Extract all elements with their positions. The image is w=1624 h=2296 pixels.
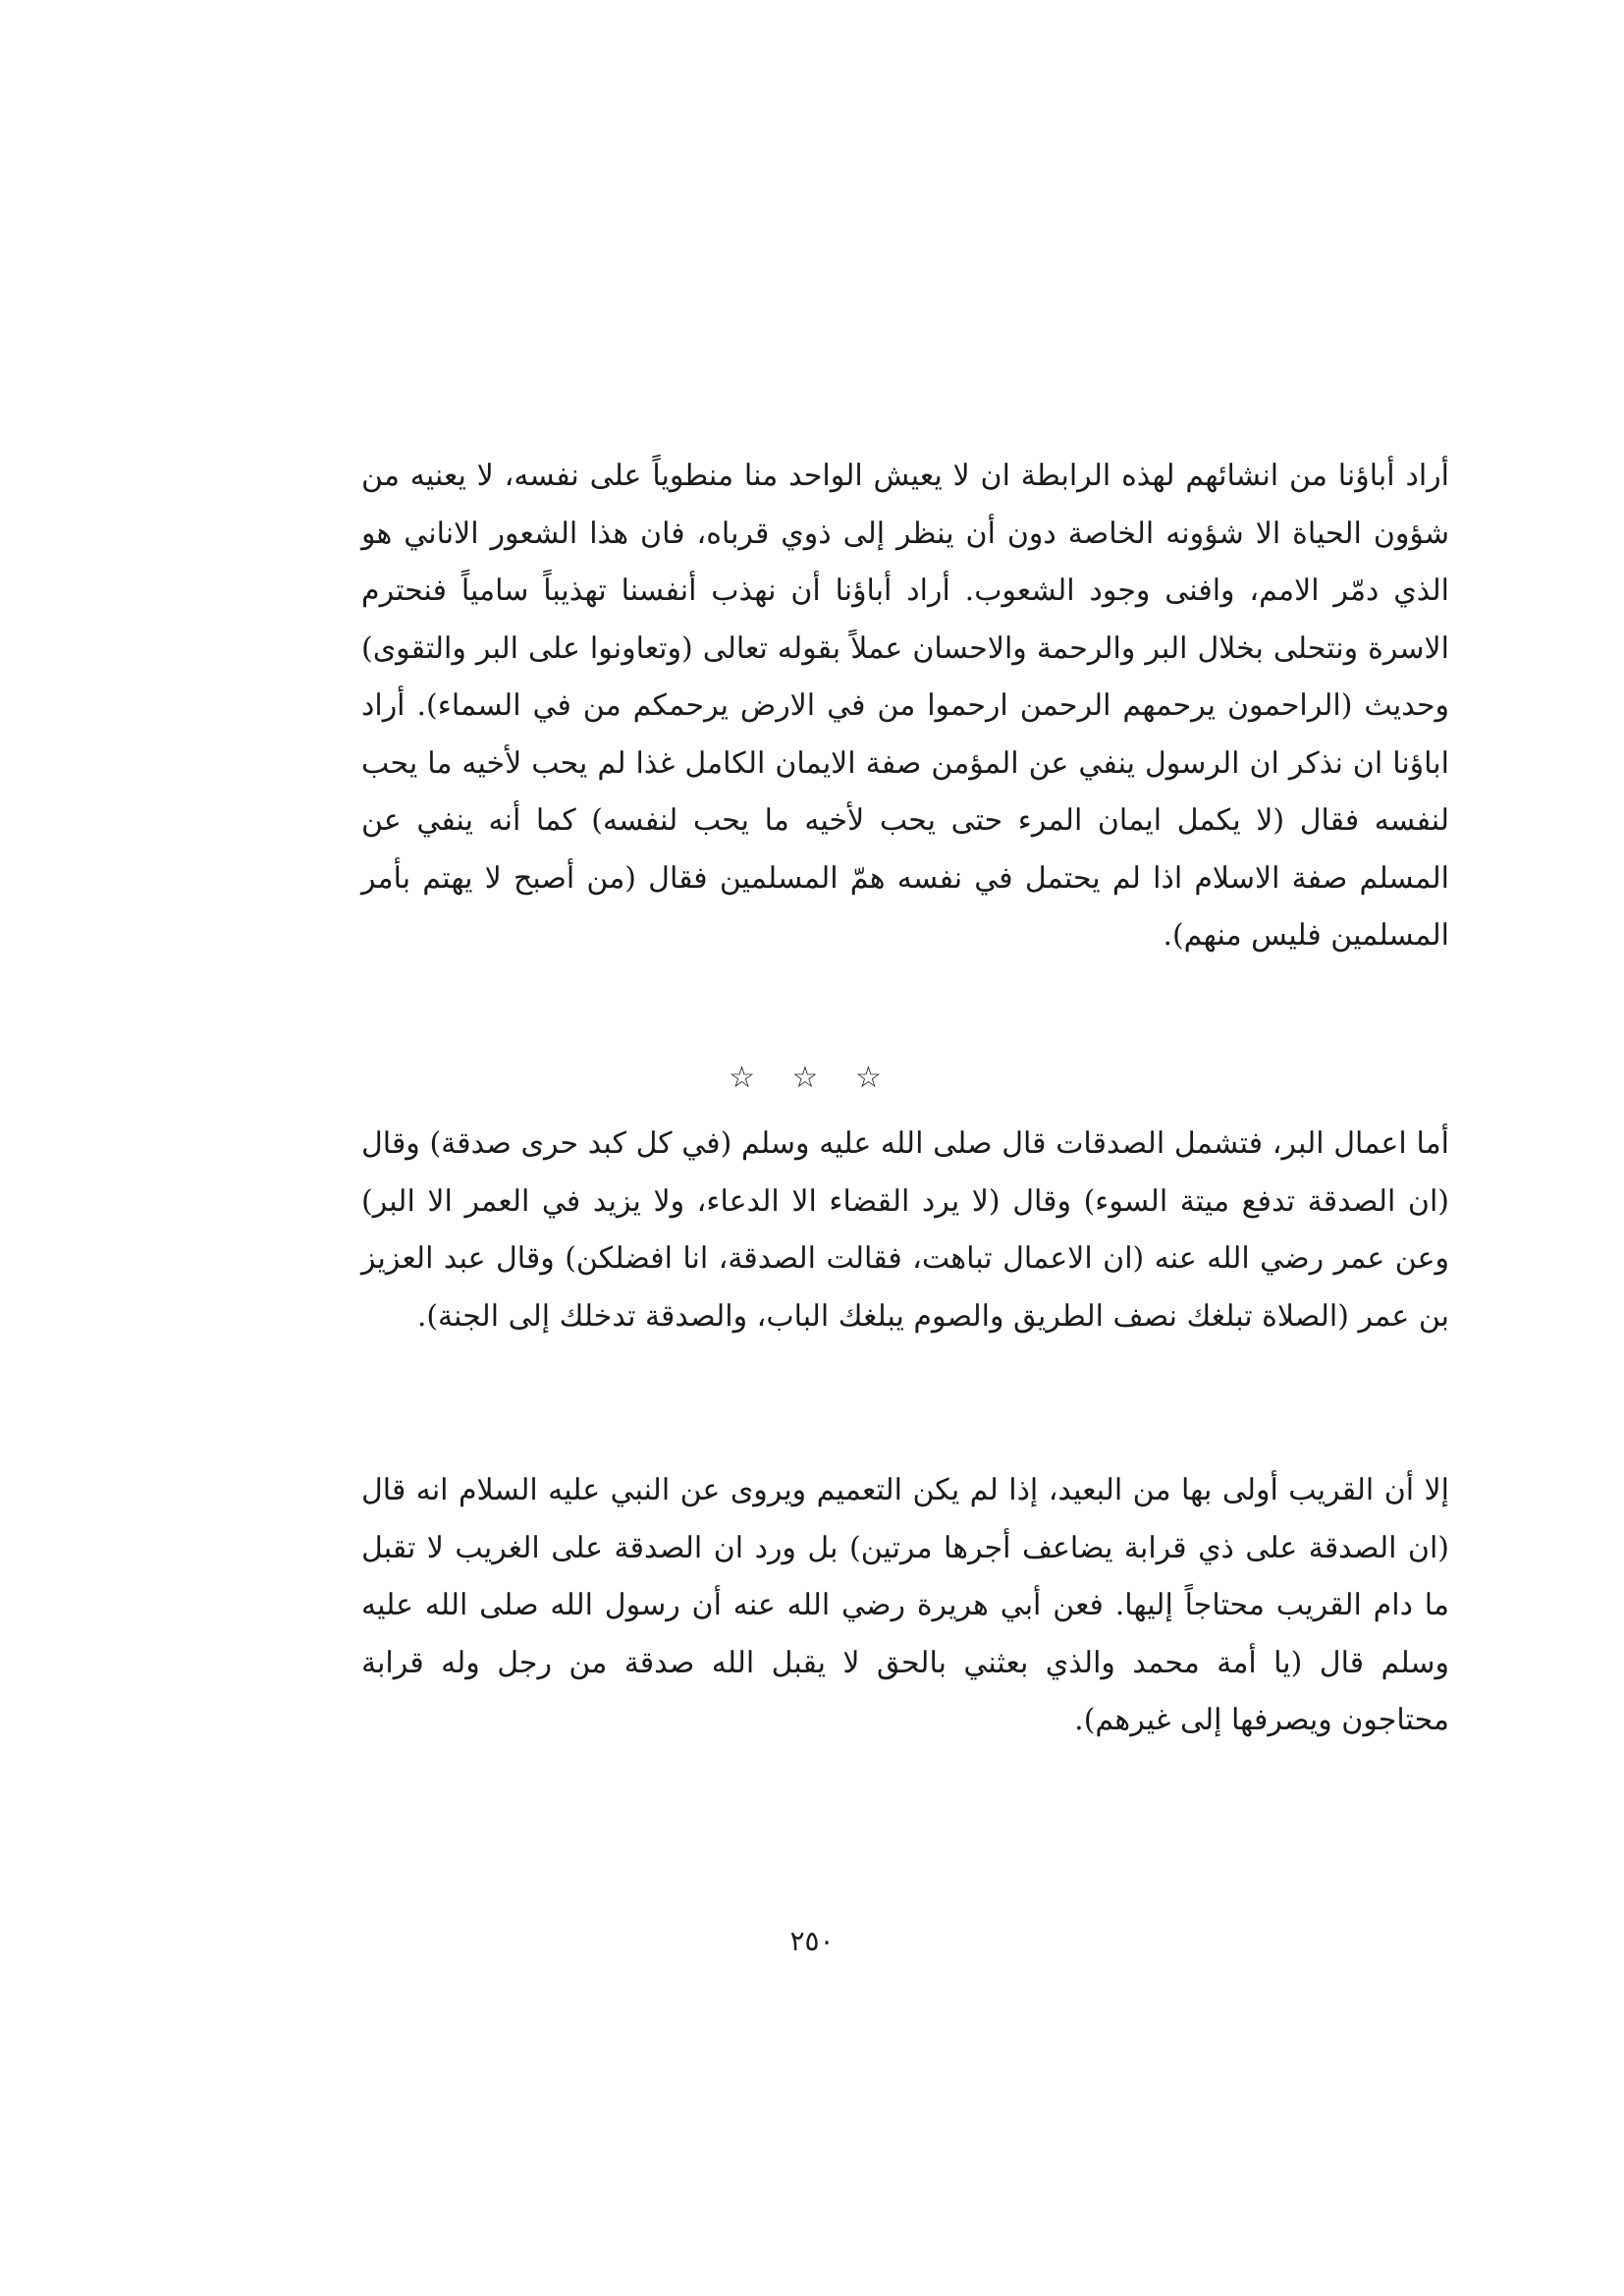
page-number: ٢٥٠ [789,1925,835,1957]
paragraph-2: أما اعمال البر، فتشمل الصدقات قال صلى الله عليه وسلم (في كل كبد حرى صدقة) وقال (ان الصدقة تدفع ميتة السوء) وقال (لا يرد القضاء الا الدعاء، ولا يزيد في العمر الا البر) وعن عمر رضي الله عنه (ان الاعمال تباهت، فقالت الصدقة، انا افضلكن) وقال عبد العزيز بن عمر (الصلاة تبلغك نصف الطريق والصوم يبلغك الباب، والصدقة تدخلك إلى الجنة). [361,1126,1449,1334]
paragraph-3: إلا أن القريب أولى بها من البعيد، إذا لم يكن التعميم ويروى عن النبي عليه السلام انه قال (ان الصدقة على ذي قرابة يضاعف أجرها مرتين) بل ورد ان الصدقة على الغريب لا تقبل ما دام القريب محتاجاً إليها. فعن أبي هريرة رضي الله عنه أن رسول الله صلى الله عليه وسلم قال (يا أمة محمد والذي بعثني بالحق لا يقبل الله صدقة من رجل وله قرابة محتاجون ويصرفها إلى غيرهم). [361,1473,1449,1737]
paragraph-1: أراد أباؤنا من انشائهم لهذه الرابطة ان لا يعيش الواحد منا منطوياً على نفسه، لا يعنيه من شؤون الحياة الا شؤونه الخاصة دون أن ينظر إلى ذوي قرباه، فان هذا الشعور الاناني هو الذي دمّر الامم، وافنى وجود الشعوب. أراد أباؤنا أن نهذب أنفسنا تهذيباً سامياً فنحترم الاسرة ونتحلى بخلال البر والرحمة والاحسان عملاً بقوله تعالى (وتعاونوا على البر والتقوى) وحديث (الراحمون يرحمهم الرحمن ارحموا من في الارض يرحمكم من في السماء). أراد اباؤنا ان نذكر ان الرسول ينفي عن المؤمن صفة الايمان الكامل غذا لم يحب لأخيه ما يحب لنفسه فقال (لا يكمل ايمان المرء حتى يحب لأخيه ما يحب لنفسه) كما أنه ينفي عن المسلم صفة الاسلام اذا لم يحتمل في نفسه همّ المسلمين فقال (من أصبح لا يهتم بأمر المسلمين فليس منهم). [361,459,1449,953]
section-separator-stars: ☆ ☆ ☆ [729,1061,895,1095]
